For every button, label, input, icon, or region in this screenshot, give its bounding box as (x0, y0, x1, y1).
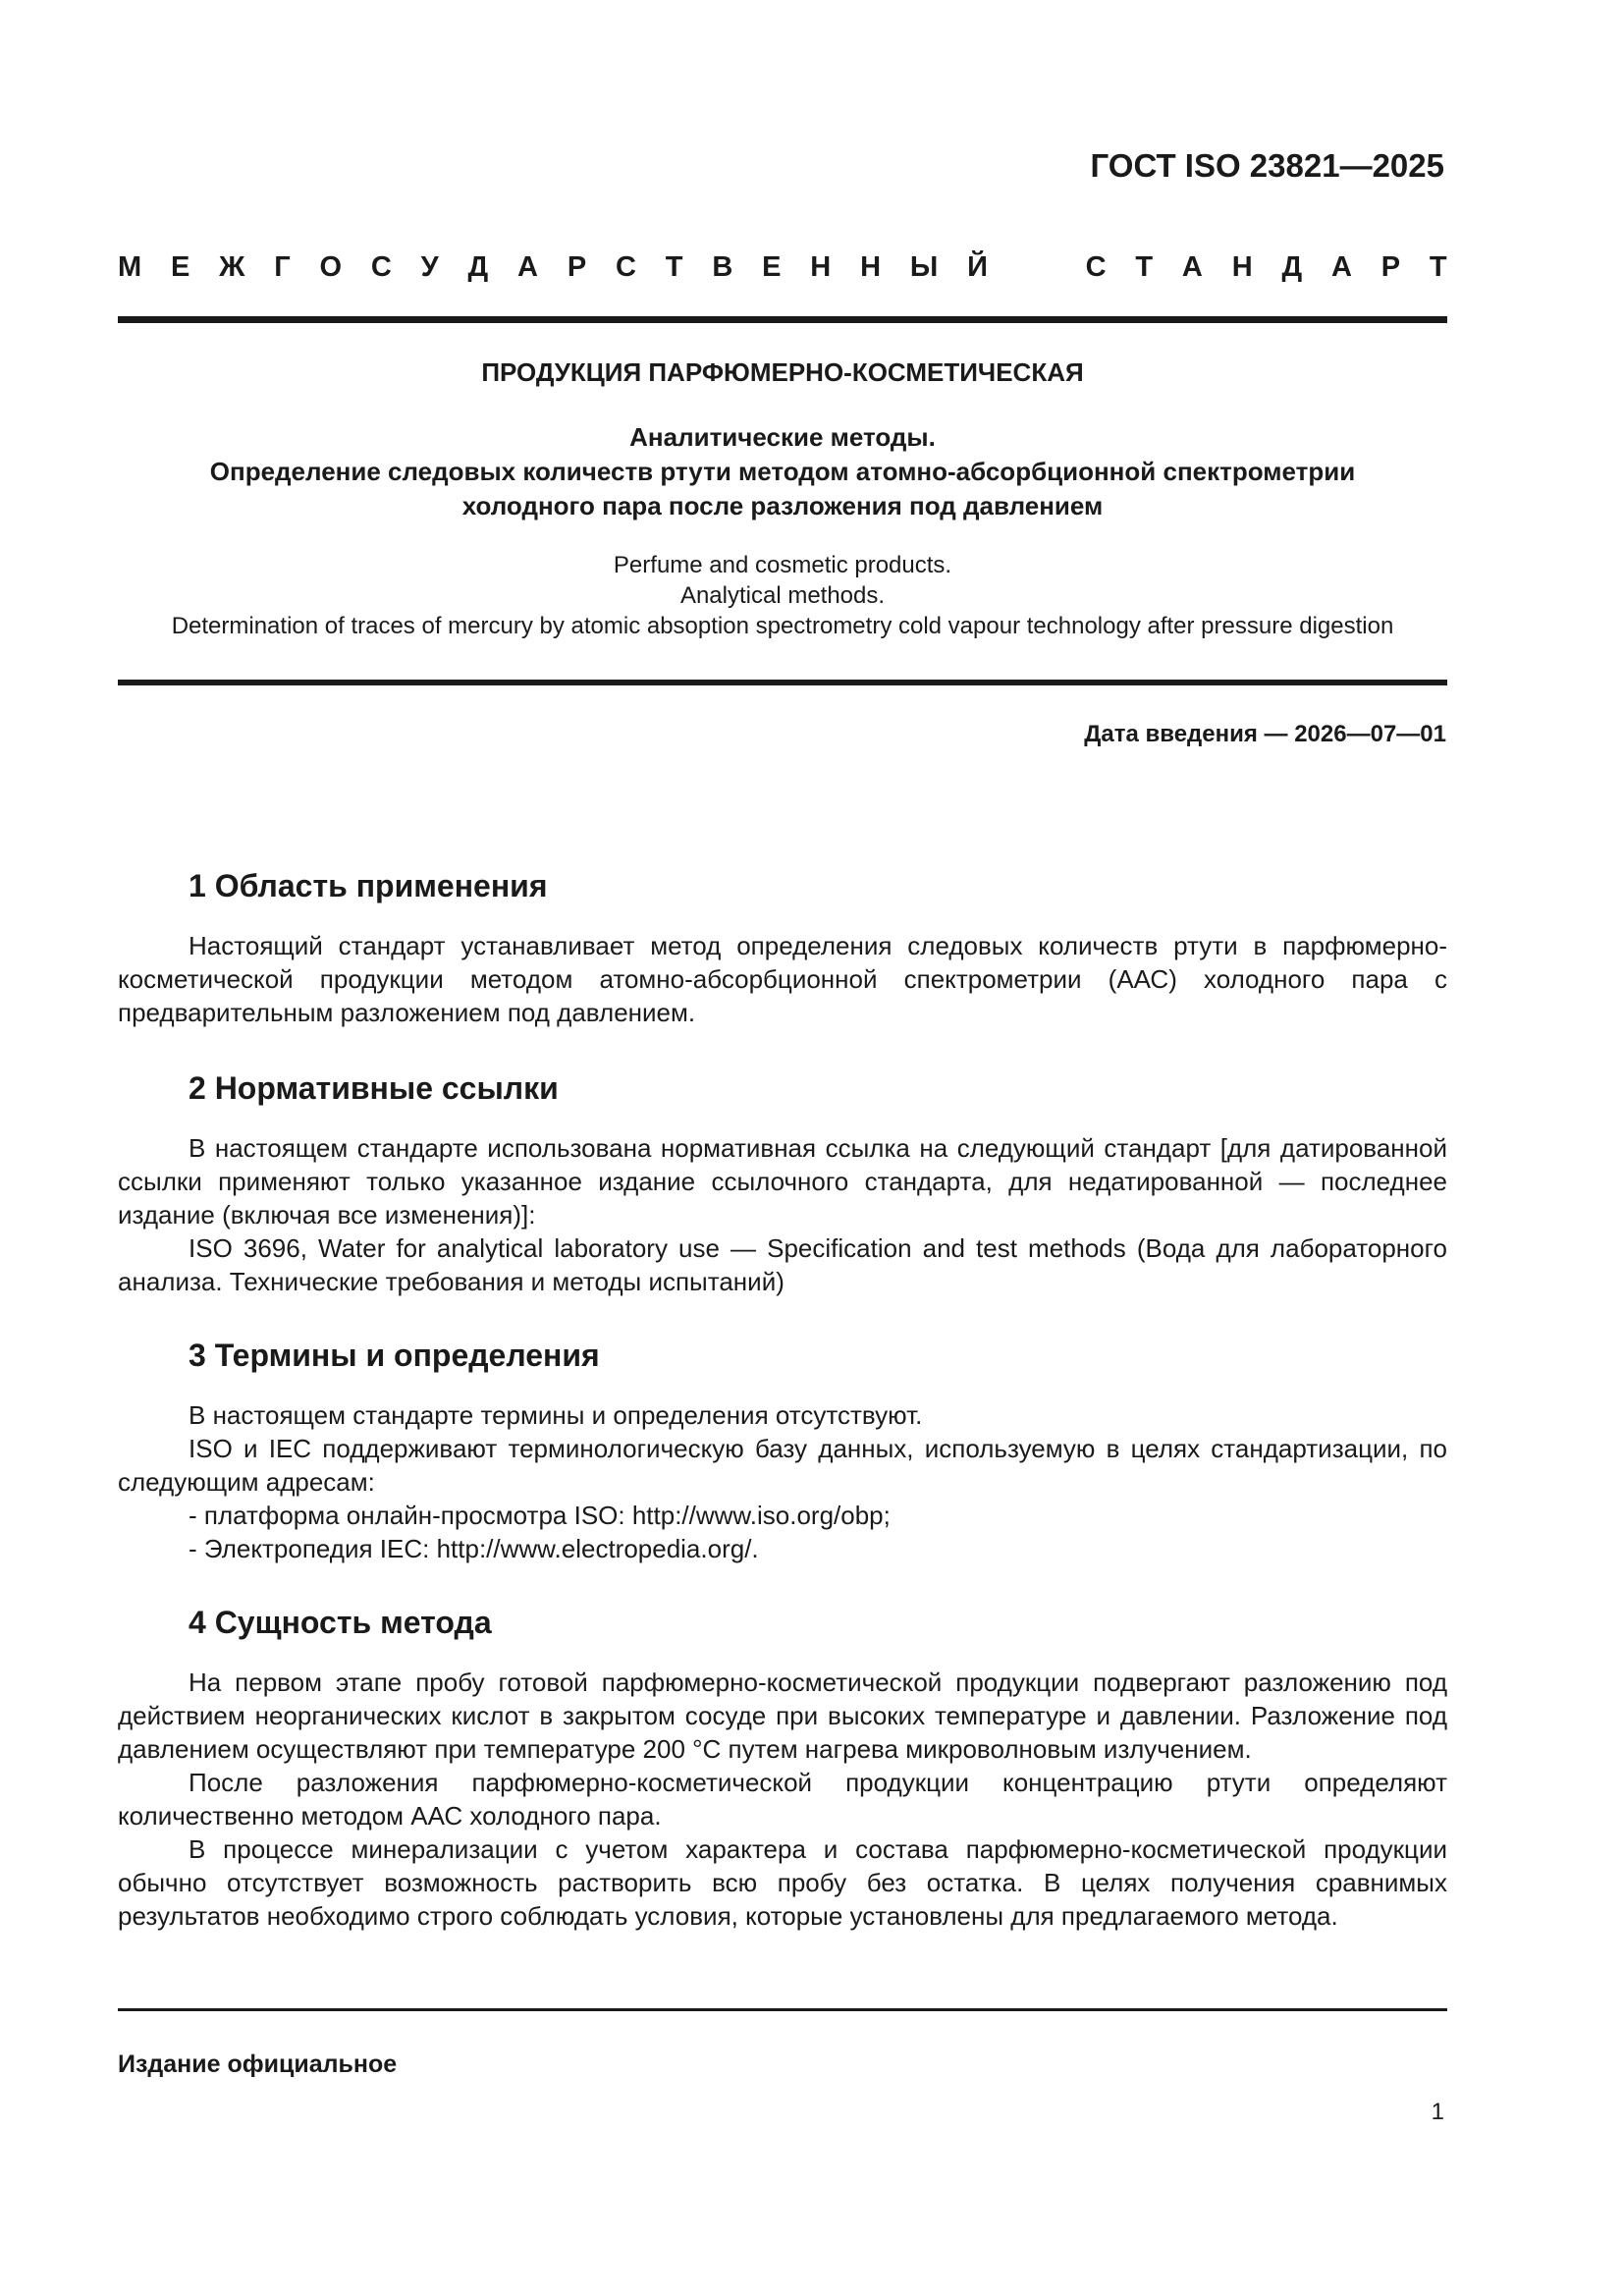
section-body (118, 1666, 1447, 1933)
section-body (118, 1131, 1447, 1298)
banner-letter: Д (1281, 251, 1303, 283)
banner-letter: А (1330, 251, 1352, 283)
paragraph: В настоящем стандарте термины и определения отсутствуют. (189, 1400, 923, 1430)
english-title-line: Determination of traces of mercury by atomic absoption spectrometry cold vapour technology after pressure digestion (171, 613, 1394, 639)
section-body (118, 1398, 1447, 1565)
banner-letter: М (118, 251, 142, 283)
section-scope (118, 864, 1447, 1029)
banner-letter: Н (860, 251, 882, 283)
banner-letter: А (1181, 251, 1203, 283)
paragraph: Настоящий стандарт устанавливает метод определения следовых количеств ртути в парфюмерно-косметической продукции методом атомно-абсорбционной спектрометрии (ААС) холодного пара с предварительным разложением под давлением. (118, 931, 1447, 1027)
section-body (118, 929, 1447, 1029)
official-edition-label: Издание официальное (118, 2050, 398, 2078)
banner-letter: С (616, 251, 636, 283)
english-title (118, 550, 1447, 641)
paragraph: ISO и IEC поддерживают терминологическую базу данных, используемую в целях стандартизации, по следующим адресам: (118, 1434, 1447, 1497)
paragraph: ISO 3696, Water for analytical laboratory use — Specification and test methods (Вода для лабораторного анализа. Технические требования и методы испытаний) (118, 1233, 1447, 1296)
document-title: ПРОДУКЦИЯ ПАРФЮМЕРНО-КОСМЕТИЧЕСКАЯ (481, 357, 1084, 387)
banner-letter: Ы (909, 251, 939, 283)
section-heading: 4 Сущность метода (189, 1605, 492, 1640)
banner-letter: Ж (219, 251, 245, 283)
banner-letter: Т (665, 251, 683, 283)
section-method-principle (118, 1601, 1447, 1933)
banner-letter: Й (967, 251, 988, 283)
paragraph: В настоящем стандарте использована нормативная ссылка на следующий стандарт [для датированной ссылки применяют только указанное издание ссылочного стандарта, для недатированной — последнее издание (включая все изменения)]: (118, 1133, 1447, 1230)
subtitle-line: холодного пара после разложения под давлением (461, 491, 1104, 520)
banner-letter: А (517, 251, 538, 283)
section-normative-references (118, 1066, 1447, 1298)
banner-letter: У (420, 251, 439, 283)
list-item: - платформа онлайн-просмотра ISO: http://www.iso.org/obp; (189, 1501, 891, 1530)
paragraph: После разложения парфюмерно-косметической продукции концентрацию ртути определяют количественно методом ААС холодного пара. (118, 1768, 1447, 1831)
banner-letter: В (712, 251, 733, 283)
banner-letter: Н (1231, 251, 1253, 283)
page-number: 1 (1431, 2099, 1444, 2125)
banner-letter: С (1085, 251, 1107, 283)
banner-letter: Р (567, 251, 587, 283)
banner-letter: Н (810, 251, 832, 283)
header-divider (118, 316, 1447, 323)
banner-letter: Е (762, 251, 782, 283)
banner-letter: Т (1135, 251, 1154, 283)
title-divider (118, 680, 1447, 685)
banner-letter: С (370, 251, 392, 283)
list-item: - Электропедия IEC: http://www.electropedia.org/. (189, 1534, 759, 1563)
paragraph: В процессе минерализации с учетом характера и состава парфюмерно-косметической продукции обычно отсутствует возможность растворить всю пробу без остатка. В целях получения сравнимых результатов необходимо строго соблюдать условия, которые установлены для предлагаемого метода. (118, 1834, 1447, 1931)
paragraph: На первом этапе пробу готовой парфюмерно-косметической продукции подвергают разложению под действием неорганических кислот в закрытом сосуде при высоких температуре и давлении. Разложение под давлением осуществляют при температуре 200 °С путем нагрева микроволновым излучением. (118, 1667, 1447, 1764)
banner-letter: О (319, 251, 343, 283)
banner-letter: Р (1380, 251, 1401, 283)
english-title-line: Analytical methods. (679, 582, 886, 609)
subtitle-line: Определение следовых количеств ртути методом атомно-абсорбционной спектрометрии (209, 457, 1356, 486)
banner-gap (1017, 251, 1056, 284)
section-terms-definitions (118, 1334, 1447, 1565)
doc-number: ГОСТ ISO 23821—2025 (1090, 147, 1444, 184)
section-heading: 1 Область применения (189, 868, 548, 903)
footer-divider (118, 2008, 1447, 2011)
introduction-date: Дата введения — 2026—07—01 (1084, 721, 1446, 747)
banner-letter: Е (171, 251, 190, 283)
banner-letter: Т (1429, 251, 1447, 283)
section-heading: 3 Термины и определения (189, 1338, 600, 1373)
document-subtitle (118, 420, 1447, 523)
banner-letter: Д (467, 251, 489, 283)
banner-letter: Г (274, 251, 291, 283)
subtitle-line: Аналитические методы. (629, 422, 936, 452)
standard-banner (118, 251, 1447, 284)
section-heading: 2 Нормативные ссылки (189, 1070, 559, 1106)
english-title-line: Perfume and cosmetic products. (613, 552, 952, 578)
